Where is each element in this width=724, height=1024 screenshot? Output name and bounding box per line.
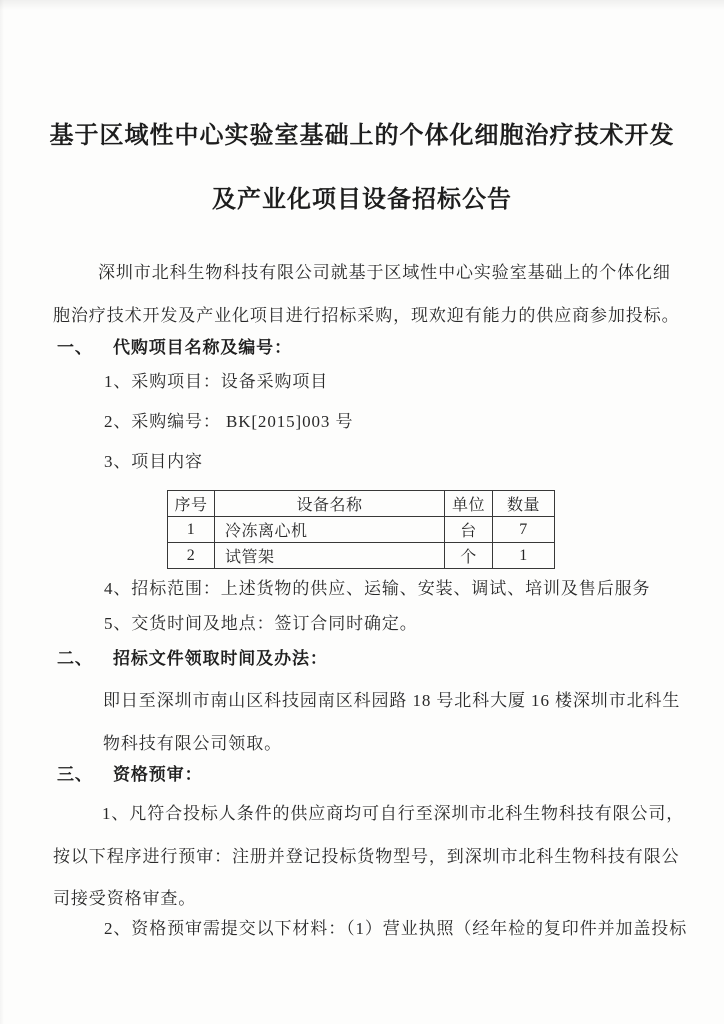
table-row xyxy=(168,517,555,543)
section-3-para-1-line: 1、凡符合投标人条件的供应商均可自行至深圳市北科生物科技有限公司， xyxy=(102,804,685,823)
cell-name: 试管架 xyxy=(215,543,445,569)
table-header-unit: 单位 xyxy=(445,491,493,517)
table-header-no: 序号 xyxy=(168,491,215,517)
section-3-heading xyxy=(57,763,202,786)
cell-qty: 1 xyxy=(493,543,555,569)
section-1-item-5: 5、交货时间及地点：签订合同时确定。 xyxy=(104,614,418,633)
section-3-para-2-line: 2、资格预审需提交以下材料：（1）营业执照（经年检的复印件并加盖投标 xyxy=(104,919,688,938)
table-header-qty: 数量 xyxy=(493,491,555,517)
cell-unit: 台 xyxy=(445,517,493,543)
section-1-number: 一、 xyxy=(57,338,93,357)
section-1-item-1: 1、采购项目：设备采购项目 xyxy=(104,372,329,391)
document-title-line-2: 及产业化项目设备招标公告 xyxy=(212,187,512,213)
cell-qty: 7 xyxy=(493,517,555,543)
table-header-name: 设备名称 xyxy=(215,491,445,517)
section-1-item-3: 3、项目内容 xyxy=(104,452,203,471)
section-1-title: 代购项目名称及编号： xyxy=(112,338,292,357)
document-title-line-1: 基于区域性中心实验室基础上的个体化细胞治疗技术开发 xyxy=(49,123,675,149)
section-1-item-4: 4、招标范围：上述货物的供应、运输、安装、调试、培训及售后服务 xyxy=(104,579,651,598)
section-1-heading xyxy=(57,336,292,359)
table-header-row xyxy=(168,491,555,517)
scan-shading-left xyxy=(0,0,4,1024)
section-3-para-1-line: 司接受资格审查。 xyxy=(53,889,197,908)
section-3-number: 三、 xyxy=(57,765,93,784)
section-2-title: 招标文件领取时间及办法： xyxy=(112,649,328,668)
cell-name: 冷冻离心机 xyxy=(215,517,445,543)
section-2-body-line: 即日至深圳市南山区科技园南区科园路 18 号北科大厦 16 楼深圳市北科生 xyxy=(103,691,681,710)
section-3-para-1-line: 按以下程序进行预审：注册并登记投标货物型号，到深圳市北科生物科技有限公 xyxy=(53,847,680,866)
cell-no: 1 xyxy=(168,517,215,543)
section-1-item-2: 2、采购编号： BK[2015]003 号 xyxy=(104,412,354,431)
scan-shading-top xyxy=(0,0,724,10)
cell-unit: 个 xyxy=(445,543,493,569)
intro-paragraph-line: 胞治疗技术开发及产业化项目进行招标采购，现欢迎有能力的供应商参加投标。 xyxy=(53,306,680,325)
section-2-heading xyxy=(57,647,328,670)
section-2-number: 二、 xyxy=(57,649,93,668)
equipment-table xyxy=(167,490,555,569)
section-2-body-line: 物科技有限公司领取。 xyxy=(103,734,282,753)
section-3-title: 资格预审： xyxy=(112,765,203,784)
cell-no: 2 xyxy=(168,543,215,569)
table-row xyxy=(168,543,555,569)
intro-paragraph-line: 深圳市北科生物科技有限公司就基于区域性中心实验室基础上的个体化细 xyxy=(98,263,671,282)
